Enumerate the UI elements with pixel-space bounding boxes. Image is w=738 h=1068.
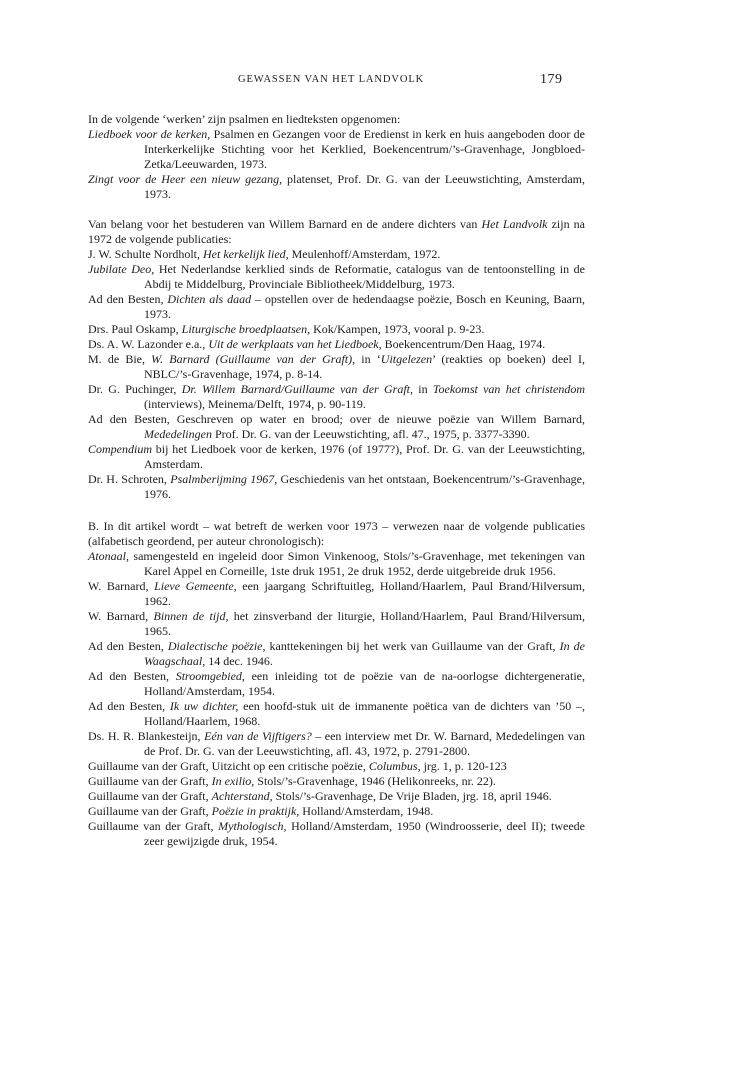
page-body: [88, 112, 585, 849]
entry-text: Ad den Besten,: [88, 669, 176, 683]
publications-list: [88, 247, 585, 502]
entry-title: In exilio,: [211, 774, 255, 788]
entry-title: Mededelingen: [144, 427, 212, 441]
bibliography-entry: [88, 804, 585, 819]
entry-text: Ad den Besten, Geschreven op water en brood; over de nieuwe poëzie van Willem Barnard,: [88, 412, 585, 426]
entry-text: in: [413, 382, 433, 396]
page-number: 179: [540, 72, 563, 87]
entry-text: 14 dec. 1946.: [205, 654, 273, 668]
entry-text: Meulenhoff/Amsterdam, 1972.: [288, 247, 441, 261]
entry-title: Dr. Willem Barnard/Guillaume van der Graft,: [181, 382, 414, 396]
bibliography-entry: [88, 322, 585, 337]
entry-title: Jubilate Deo,: [88, 262, 155, 276]
entry-text: Het Nederlandse kerklied sinds de Reformatie, catalogus van de tentoonstelling in de Abdij te Middelburg, Provinciale Bibliotheek/Middelburg, 1973.: [144, 262, 585, 291]
entry-text: Ad den Besten,: [88, 292, 168, 306]
bibliography-entry: [88, 127, 585, 172]
entry-text: een inleiding tot de poëzie van de na-oorlogse dichtergeneratie, Holland/Amsterdam, 1954.: [144, 669, 585, 698]
entry-title: Binnen de tijd,: [153, 609, 229, 623]
entry-text: Kok/Kampen, 1973, vooral p. 9-23.: [310, 322, 485, 336]
entry-text: in ‘: [355, 352, 381, 366]
bibliography-entry: [88, 789, 585, 804]
bibliography-entry: [88, 442, 585, 472]
bibliography-entry: [88, 774, 585, 789]
running-head: GEWASSEN VAN HET LANDVOLK: [238, 74, 425, 85]
entry-text: M. de Bie,: [88, 352, 152, 366]
entry-text: Ds. H. R. Blankesteijn,: [88, 729, 205, 743]
bibliography-entry: [88, 382, 585, 412]
bibliography-entry: [88, 172, 585, 202]
entry-title: Columbus,: [368, 759, 421, 773]
entry-text: Stols/’s-Gravenhage, De Vrije Bladen, jrg. 18, april 1946.: [272, 789, 552, 803]
entry-text: Stols/’s-Gravenhage, 1946 (Helikonreeks, nr. 22).: [254, 774, 496, 788]
entry-text: een jaargang Schriftuitleg, Holland/Haarlem, Paul Brand/Hilversum, 1962.: [144, 579, 585, 608]
entry-text: Guillaume van der Graft,: [88, 774, 212, 788]
entry-text: Guillaume van der Graft, Uitzicht op een critische poëzie,: [88, 759, 369, 773]
entry-text: Dr. G. Puchinger,: [88, 382, 182, 396]
entry-title: Achterstand,: [211, 789, 273, 803]
entry-text: Ds. A. W. Lazonder e.a.,: [88, 337, 209, 351]
entry-text: Geschiedenis van het ontstaan, Boekencentrum/’s-Gravenhage, 1976.: [144, 472, 585, 501]
entry-title: In de Waagschaal,: [144, 639, 585, 668]
entry-title: Liturgische broedplaatsen,: [181, 322, 311, 336]
entry-title: Dichten als daad: [167, 292, 252, 306]
entry-text: het zinsverband der liturgie, Holland/Haarlem, Paul Brand/Hilversum, 1965.: [144, 609, 585, 638]
entry-text: Guillaume van der Graft,: [88, 804, 212, 818]
entry-text: Ad den Besten,: [88, 699, 170, 713]
entry-text: Ad den Besten,: [88, 639, 168, 653]
entry-text: (interviews), Meinema/Delft, 1974, p. 90-119.: [144, 397, 366, 411]
entry-text: Boekencentrum/Den Haag, 1974.: [381, 337, 546, 351]
entry-title: Eén van de Vijftigers?: [204, 729, 312, 743]
entry-text: W. Barnard,: [88, 609, 154, 623]
bibliography-entry: [88, 579, 585, 609]
entry-title: Psalmberijming 1967,: [170, 472, 278, 486]
bibliography-entry: [88, 262, 585, 292]
entry-text: bij het Liedboek voor de kerken, 1976 (of 1977?), Prof. Dr. G. van der Leeuwstichting, Amsterdam.: [144, 442, 585, 471]
entry-text: ’ (reakties op boeken) deel I, NBLC/’s-Gravenhage, 1974, p. 8-14.: [144, 352, 585, 381]
entry-title: W. Barnard (Guillaume van der Graft),: [151, 352, 356, 366]
bibliography-entry: [88, 549, 585, 579]
entry-text: samengesteld en ingeleid door Simon Vinkenoog, Stols/’s-Gravenhage, met tekeningen van Karel Appel en Corneille, 1ste druk 1951, 2e druk 1952, derde uitgebreide druk 1956.: [129, 549, 585, 578]
bibliography-entry: [88, 669, 585, 699]
publications-intro: Van belang voor het bestuderen van Willem Barnard en de andere dichters van Het Landvolk zijn na 1972 de volgende publicaties:: [88, 217, 585, 246]
entry-text: Prof. Dr. G. van der Leeuwstichting, afl. 47., 1975, p. 3377-3390.: [211, 427, 530, 441]
entry-title: Mythologisch,: [218, 819, 287, 833]
entry-title: Zingt voor de Heer een nieuw gezang,: [88, 172, 283, 186]
section-b-intro: B. In dit artikel wordt – wat betreft de werken voor 1973 – verwezen naar de volgende publicaties (alfabetisch geordend, per auteur chronologisch):: [88, 519, 585, 548]
bibliography-entry: [88, 472, 585, 502]
entry-title: Ik uw dichter,: [169, 699, 239, 713]
bibliography-entry: [88, 639, 585, 669]
references-list: [88, 549, 585, 849]
entry-text: W. Barnard,: [88, 579, 155, 593]
entry-text: Guillaume van der Graft,: [88, 819, 219, 833]
bibliography-entry: [88, 819, 585, 849]
entry-title: Het kerkelijk lied,: [203, 247, 289, 261]
entry-title: Uit de werkplaats van het Liedboek,: [208, 337, 382, 351]
bibliography-entry: [88, 729, 585, 759]
entry-text: Holland/Amsterdam, 1948.: [299, 804, 434, 818]
works-list: [88, 127, 585, 202]
entry-text: – een interview met Dr. W. Barnard, Mededelingen van de Prof. Dr. G. van der Leeuwstichting, afl. 43, 1972, p. 2791-2800.: [144, 729, 585, 758]
entry-text: Guillaume van der Graft,: [88, 789, 212, 803]
bibliography-entry: [88, 699, 585, 729]
entry-text: platenset, Prof. Dr. G. van der Leeuwstichting, Amsterdam, 1973.: [144, 172, 586, 201]
entry-title: Dialectische poëzie,: [167, 639, 266, 653]
section-a-intro: In de volgende ‘werken’ zijn psalmen en liedteksten opgenomen:: [88, 112, 401, 126]
entry-text: Dr. H. Schroten,: [88, 472, 171, 486]
entry-title: Poëzie in praktijk,: [211, 804, 300, 818]
entry-title: Atonaal,: [88, 549, 129, 563]
bibliography-entry: [88, 609, 585, 639]
entry-text: Psalmen en Gezangen voor de Eredienst in kerk en huis aangeboden door de Interkerkelijke Stichting voor het Kerklied, Boekencentrum/’s-Gravenhage, Jongbloed-Zetka/Leeuwarden, 1973.: [144, 127, 585, 171]
entry-text: – opstellen over de hedendaagse poëzie, Bosch en Keuning, Baarn, 1973.: [144, 292, 586, 321]
entry-text: J. W. Schulte Nordholt,: [88, 247, 204, 261]
entry-text: kanttekeningen bij het werk van Guillaume van der Graft,: [265, 639, 560, 653]
entry-title: Toekomst van het christendom: [432, 382, 585, 396]
bibliography-entry: [88, 292, 585, 322]
entry-text: een hoofd-stuk uit de immanente poëtica van de dichters van ’50 –, Holland/Haarlem, 1968.: [144, 699, 585, 728]
entry-text: Holland/Amsterdam, 1950 (Windroosserie, deel II); tweede zeer gewijzigde druk, 1954.: [144, 819, 585, 848]
entry-title: Liedboek voor de kerken,: [88, 127, 211, 141]
entry-title: Lieve Gemeente,: [154, 579, 237, 593]
entry-text: jrg. 1, p. 120-123: [420, 759, 507, 773]
entry-title: Compendium: [88, 442, 152, 456]
entry-title: Uitgelezen: [380, 352, 433, 366]
bibliography-entry: [88, 247, 585, 262]
entry-title: Stroomgebied,: [175, 669, 245, 683]
bibliography-entry: [88, 337, 585, 352]
entry-text: Drs. Paul Oskamp,: [88, 322, 182, 336]
bibliography-entry: [88, 412, 585, 442]
bibliography-entry: [88, 352, 585, 382]
bibliography-entry: [88, 759, 585, 774]
